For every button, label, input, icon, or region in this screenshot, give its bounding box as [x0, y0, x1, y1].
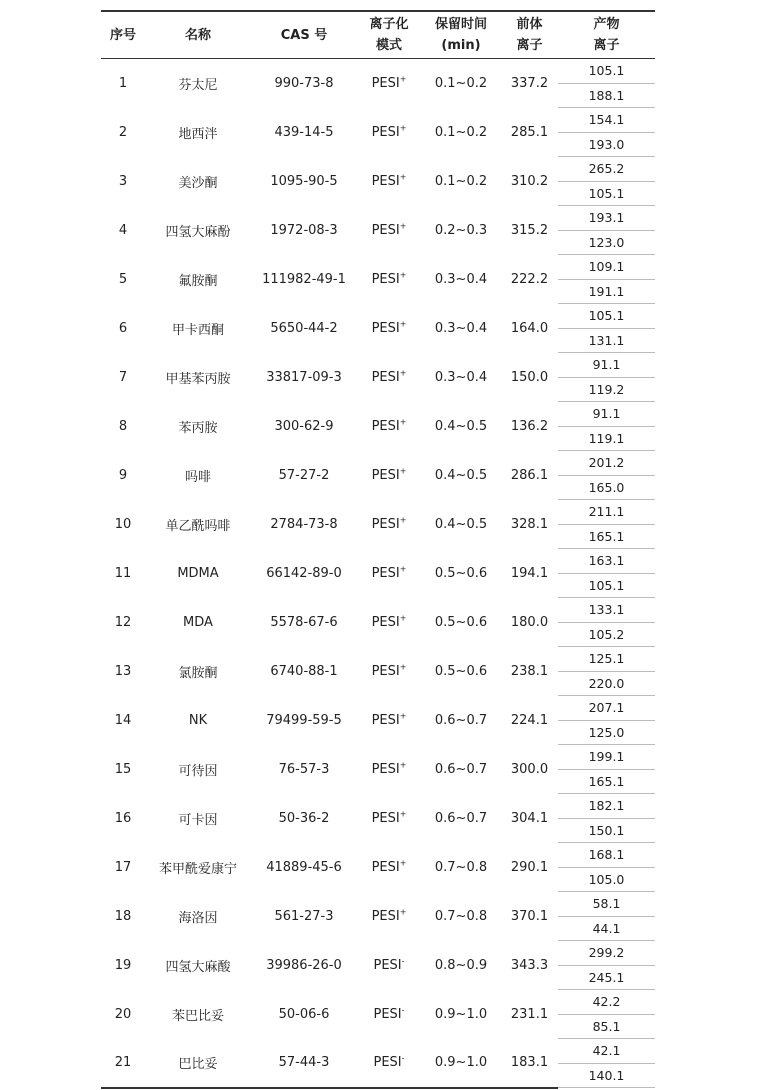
cell-cas: 1095-90-5	[270, 173, 338, 189]
cell-retention-time: 0.5~0.6	[434, 565, 488, 581]
cell-precursor-ion: 370.1	[510, 908, 549, 924]
polarity-superscript: +	[399, 466, 407, 476]
cell-name: 氯胺酮	[178, 665, 218, 681]
cell-name: 吗啡	[184, 469, 211, 485]
cell-index: 10	[114, 516, 132, 532]
cell-name: MDA	[183, 614, 213, 630]
table-body	[101, 59, 655, 1088]
cell-ionization-mode	[357, 990, 421, 1039]
cell-index: 7	[118, 369, 128, 385]
table-row	[101, 1039, 655, 1064]
cell-product-ion: 165.1	[558, 524, 655, 549]
cell-precursor-ion: 150.0	[510, 369, 549, 385]
table-row	[101, 549, 655, 574]
ionization-mode-text: PESI	[371, 75, 400, 91]
cell-product-ion: 44.1	[558, 916, 655, 941]
cell-ionization-mode	[357, 500, 421, 549]
cell-ionization-mode	[357, 647, 421, 696]
cell-precursor-ion: 180.0	[510, 614, 549, 630]
ionization-mode-text: PESI	[371, 222, 400, 238]
cell-cas: 111982-49-1	[262, 271, 346, 287]
table-row	[101, 941, 655, 966]
cell-product-ion: 265.2	[558, 157, 655, 182]
cell-name: 四氢大麻酚	[165, 224, 231, 240]
cell-product-ion: 105.1	[558, 59, 655, 84]
cell-product-ion: 105.1	[558, 304, 655, 329]
cell-retention-time: 0.5~0.6	[434, 614, 488, 630]
cell-precursor-ion: 310.2	[510, 173, 549, 189]
cell-name: 甲基苯丙胺	[165, 371, 231, 387]
cell-precursor-ion: 304.1	[510, 810, 549, 826]
table-row	[101, 402, 655, 427]
cell-product-ion: 42.1	[558, 1039, 655, 1064]
table-row	[101, 892, 655, 917]
ionization-mode-text: PESI	[371, 614, 400, 630]
cell-precursor-ion: 286.1	[510, 467, 549, 483]
cell-precursor-ion: 222.2	[510, 271, 549, 287]
cell-product-ion: 220.0	[558, 671, 655, 696]
cell-index: 6	[118, 320, 128, 336]
cell-product-ion: 125.1	[558, 647, 655, 672]
cell-ionization-mode	[357, 843, 421, 892]
cell-ionization-mode	[357, 59, 421, 108]
table-row	[101, 990, 655, 1015]
cell-precursor-ion: 343.3	[510, 957, 549, 973]
cell-precursor-ion: 328.1	[510, 516, 549, 532]
cell-retention-time: 0.9~1.0	[434, 1006, 488, 1022]
ionization-mode-text: PESI	[371, 516, 400, 532]
cell-product-ion: 150.1	[558, 818, 655, 843]
cell-index: 15	[114, 761, 132, 777]
cell-product-ion: 131.1	[558, 328, 655, 353]
cell-index: 18	[114, 908, 132, 924]
header-name: 名称	[145, 11, 251, 59]
cell-retention-time: 0.1~0.2	[434, 173, 488, 189]
table-row	[101, 108, 655, 133]
cell-precursor-ion: 238.1	[510, 663, 549, 679]
cell-product-ion: 105.0	[558, 867, 655, 892]
cell-product-ion: 207.1	[558, 696, 655, 721]
cell-index: 20	[114, 1006, 132, 1022]
cell-index: 13	[114, 663, 132, 679]
cell-index: 14	[114, 712, 132, 728]
cell-cas: 5578-67-6	[270, 614, 338, 630]
cell-product-ion: 125.0	[558, 720, 655, 745]
cell-ionization-mode	[357, 108, 421, 157]
cell-index: 21	[101, 1039, 145, 1088]
cell-index: 9	[118, 467, 128, 483]
cell-precursor-ion: 164.0	[510, 320, 549, 336]
cell-cas: 76-57-3	[278, 761, 330, 777]
cell-index: 19	[114, 957, 132, 973]
cell-ionization-mode	[357, 794, 421, 843]
polarity-superscript: -	[401, 956, 405, 966]
cell-product-ion: 133.1	[558, 598, 655, 623]
cell-name: 芬太尼	[178, 77, 218, 93]
polarity-superscript: +	[399, 564, 407, 574]
cell-product-ion: 58.1	[558, 892, 655, 917]
cell-index: 11	[114, 565, 132, 581]
polarity-superscript: +	[399, 368, 407, 378]
cell-cas: 50-36-2	[278, 810, 330, 826]
ionization-mode-text: PESI	[371, 467, 400, 483]
cell-product-ion: 105.1	[558, 573, 655, 598]
cell-cas: 990-73-8	[274, 75, 334, 91]
polarity-superscript: +	[399, 515, 407, 525]
cell-precursor-ion: 224.1	[510, 712, 549, 728]
ionization-mode-text: PESI	[371, 712, 400, 728]
cell-index: 3	[118, 173, 128, 189]
cell-name: 可待因	[178, 763, 218, 779]
cell-retention-time: 0.4~0.5	[434, 467, 488, 483]
cell-index: 1	[118, 75, 128, 91]
cell-index: 16	[114, 810, 132, 826]
ionization-mode-text: PESI	[371, 124, 400, 140]
cell-product-ion: 163.1	[558, 549, 655, 574]
cell-retention-time: 0.3~0.4	[434, 320, 488, 336]
table-row	[101, 157, 655, 182]
ionization-mode-text: PESI	[371, 663, 400, 679]
cell-product-ion: 105.1	[558, 181, 655, 206]
cell-precursor-ion: 315.2	[510, 222, 549, 238]
cell-retention-time: 0.6~0.7	[434, 712, 488, 728]
polarity-superscript: +	[399, 172, 407, 182]
ionization-mode-text: PESI	[371, 418, 400, 434]
cell-precursor-ion: 290.1	[510, 859, 549, 875]
table-row	[101, 451, 655, 476]
cell-name: 苯丙胺	[178, 420, 218, 436]
cell-retention-time: 0.6~0.7	[434, 810, 488, 826]
cell-product-ion: 193.0	[558, 132, 655, 157]
polarity-superscript: +	[399, 123, 407, 133]
ionization-mode-text: PESI	[371, 908, 400, 924]
cell-name: 海洛因	[178, 910, 218, 926]
cell-precursor-ion: 194.1	[510, 565, 549, 581]
cell-product-ion: 42.2	[558, 990, 655, 1015]
ionization-mode-text: PESI	[371, 810, 400, 826]
cell-product-ion: 168.1	[558, 843, 655, 868]
cell-precursor-ion: 300.0	[510, 761, 549, 777]
cell-cas: 57-44-3	[251, 1039, 357, 1088]
polarity-superscript: -	[401, 1053, 405, 1063]
cell-product-ion: 91.1	[558, 353, 655, 378]
cell-name: 巴比妥	[145, 1039, 251, 1088]
cell-name: NK	[188, 712, 208, 728]
cell-cas: 33817-09-3	[266, 369, 342, 385]
ionization-mode-text: PESI	[371, 271, 400, 287]
cell-cas: 79499-59-5	[266, 712, 342, 728]
cell-ionization-mode	[357, 402, 421, 451]
polarity-superscript: +	[399, 662, 407, 672]
cell-product-ion: 165.0	[558, 475, 655, 500]
ionization-mode-text: PESI	[371, 173, 400, 189]
ionization-mode-text: PESI	[373, 1055, 402, 1070]
cell-product-ion: 182.1	[558, 794, 655, 819]
polarity-superscript: +	[399, 760, 407, 770]
compound-table	[101, 10, 655, 1089]
cell-name: 苯巴比妥	[171, 1008, 224, 1024]
cell-name: 甲卡西酮	[171, 322, 224, 338]
table-row	[101, 598, 655, 623]
cell-ionization-mode	[357, 892, 421, 941]
ionization-mode-text: PESI	[371, 565, 400, 581]
cell-product-ion: 299.2	[558, 941, 655, 966]
compound-table-container	[101, 10, 655, 1089]
table-row	[101, 304, 655, 329]
polarity-superscript: +	[399, 907, 407, 917]
table-row	[101, 696, 655, 721]
cell-ionization-mode	[357, 696, 421, 745]
cell-cas: 41889-45-6	[266, 859, 342, 875]
cell-retention-time: 0.9~1.0	[421, 1039, 501, 1088]
table-row	[101, 647, 655, 672]
polarity-superscript: +	[399, 74, 407, 84]
cell-retention-time: 0.3~0.4	[434, 271, 488, 287]
cell-precursor-ion: 231.1	[510, 1006, 549, 1022]
cell-cas: 561-27-3	[274, 908, 334, 924]
cell-precursor-ion: 183.1	[501, 1039, 558, 1088]
cell-retention-time: 0.7~0.8	[434, 908, 488, 924]
cell-cas: 2784-73-8	[270, 516, 338, 532]
cell-ionization-mode	[357, 353, 421, 402]
cell-product-ion: 119.2	[558, 377, 655, 402]
cell-name: 美沙酮	[178, 175, 218, 191]
cell-retention-time: 0.1~0.2	[434, 124, 488, 140]
cell-index: 12	[114, 614, 132, 630]
cell-ionization-mode	[357, 255, 421, 304]
header-index: 序号	[101, 11, 145, 59]
cell-product-ion: 165.1	[558, 769, 655, 794]
cell-ionization-mode	[357, 451, 421, 500]
cell-cas: 300-62-9	[274, 418, 334, 434]
cell-name: 可卡因	[178, 812, 218, 828]
cell-product-ion: 140.1	[558, 1063, 655, 1088]
header-ionization-mode: 离子化 模式	[357, 11, 421, 59]
ionization-mode-text: PESI	[371, 369, 400, 385]
cell-product-ion: 211.1	[558, 500, 655, 525]
cell-index: 17	[114, 859, 132, 875]
cell-index: 5	[118, 271, 128, 287]
cell-cas: 66142-89-0	[266, 565, 342, 581]
header-product-ion: 产物 离子	[558, 11, 655, 59]
cell-ionization-mode	[357, 598, 421, 647]
cell-product-ion: 245.1	[558, 965, 655, 990]
polarity-superscript: -	[401, 1005, 405, 1015]
polarity-superscript: +	[399, 221, 407, 231]
cell-ionization-mode	[357, 941, 421, 990]
polarity-superscript: +	[399, 270, 407, 280]
cell-name: 单乙酰吗啡	[165, 518, 231, 534]
cell-product-ion: 191.1	[558, 279, 655, 304]
cell-cas: 1972-08-3	[270, 222, 338, 238]
cell-product-ion: 119.1	[558, 426, 655, 451]
ionization-mode-text: PESI	[373, 957, 402, 973]
cell-index: 2	[118, 124, 128, 140]
cell-retention-time: 0.1~0.2	[434, 75, 488, 91]
cell-ionization-mode	[357, 549, 421, 598]
polarity-superscript: +	[399, 319, 407, 329]
header-precursor-ion: 前体 离子	[501, 11, 558, 59]
cell-product-ion: 85.1	[558, 1014, 655, 1039]
cell-product-ion: 109.1	[558, 255, 655, 280]
ionization-mode-text: PESI	[371, 320, 400, 336]
cell-retention-time: 0.7~0.8	[434, 859, 488, 875]
cell-cas: 5650-44-2	[270, 320, 338, 336]
polarity-superscript: +	[399, 711, 407, 721]
table-row	[101, 843, 655, 868]
cell-retention-time: 0.3~0.4	[434, 369, 488, 385]
cell-name: 氟胺酮	[178, 273, 218, 289]
cell-name: MDMA	[177, 565, 219, 581]
polarity-superscript: +	[399, 613, 407, 623]
cell-ionization-mode	[357, 745, 421, 794]
table-row	[101, 59, 655, 84]
table-row	[101, 353, 655, 378]
polarity-superscript: +	[399, 858, 407, 868]
cell-cas: 39986-26-0	[266, 957, 342, 973]
polarity-superscript: +	[399, 809, 407, 819]
cell-product-ion: 193.1	[558, 206, 655, 231]
cell-retention-time: 0.5~0.6	[434, 663, 488, 679]
ionization-mode-text: PESI	[371, 859, 400, 875]
cell-product-ion: 188.1	[558, 83, 655, 108]
cell-precursor-ion: 136.2	[510, 418, 549, 434]
cell-name: 地西泮	[178, 126, 218, 142]
cell-retention-time: 0.6~0.7	[434, 761, 488, 777]
table-row	[101, 500, 655, 525]
header-cas: CAS 号	[251, 11, 357, 59]
cell-index: 8	[118, 418, 128, 434]
cell-retention-time: 0.8~0.9	[434, 957, 488, 973]
table-row	[101, 206, 655, 231]
cell-product-ion: 201.2	[558, 451, 655, 476]
cell-precursor-ion: 337.2	[510, 75, 549, 91]
ionization-mode-text: PESI	[371, 761, 400, 777]
cell-product-ion: 199.1	[558, 745, 655, 770]
table-row	[101, 745, 655, 770]
cell-cas: 57-27-2	[278, 467, 330, 483]
cell-retention-time: 0.4~0.5	[434, 418, 488, 434]
cell-product-ion: 105.2	[558, 622, 655, 647]
cell-ionization-mode	[357, 206, 421, 255]
cell-ionization-mode	[357, 157, 421, 206]
cell-product-ion: 91.1	[558, 402, 655, 427]
cell-retention-time: 0.4~0.5	[434, 516, 488, 532]
cell-product-ion: 154.1	[558, 108, 655, 133]
cell-ionization-mode	[357, 1039, 421, 1088]
table-header	[101, 11, 655, 59]
polarity-superscript: +	[399, 417, 407, 427]
cell-name: 苯甲酰爱康宁	[158, 861, 237, 877]
cell-name: 四氢大麻酸	[165, 959, 231, 975]
cell-product-ion: 123.0	[558, 230, 655, 255]
cell-cas: 50-06-6	[278, 1006, 330, 1022]
cell-cas: 6740-88-1	[270, 663, 338, 679]
cell-cas: 439-14-5	[274, 124, 334, 140]
cell-retention-time: 0.2~0.3	[434, 222, 488, 238]
header-retention-time: 保留时间 (min)	[421, 11, 501, 59]
cell-index: 4	[118, 222, 128, 238]
table-row	[101, 255, 655, 280]
cell-ionization-mode	[357, 304, 421, 353]
table-row	[101, 794, 655, 819]
cell-precursor-ion: 285.1	[510, 124, 549, 140]
ionization-mode-text: PESI	[373, 1006, 402, 1022]
